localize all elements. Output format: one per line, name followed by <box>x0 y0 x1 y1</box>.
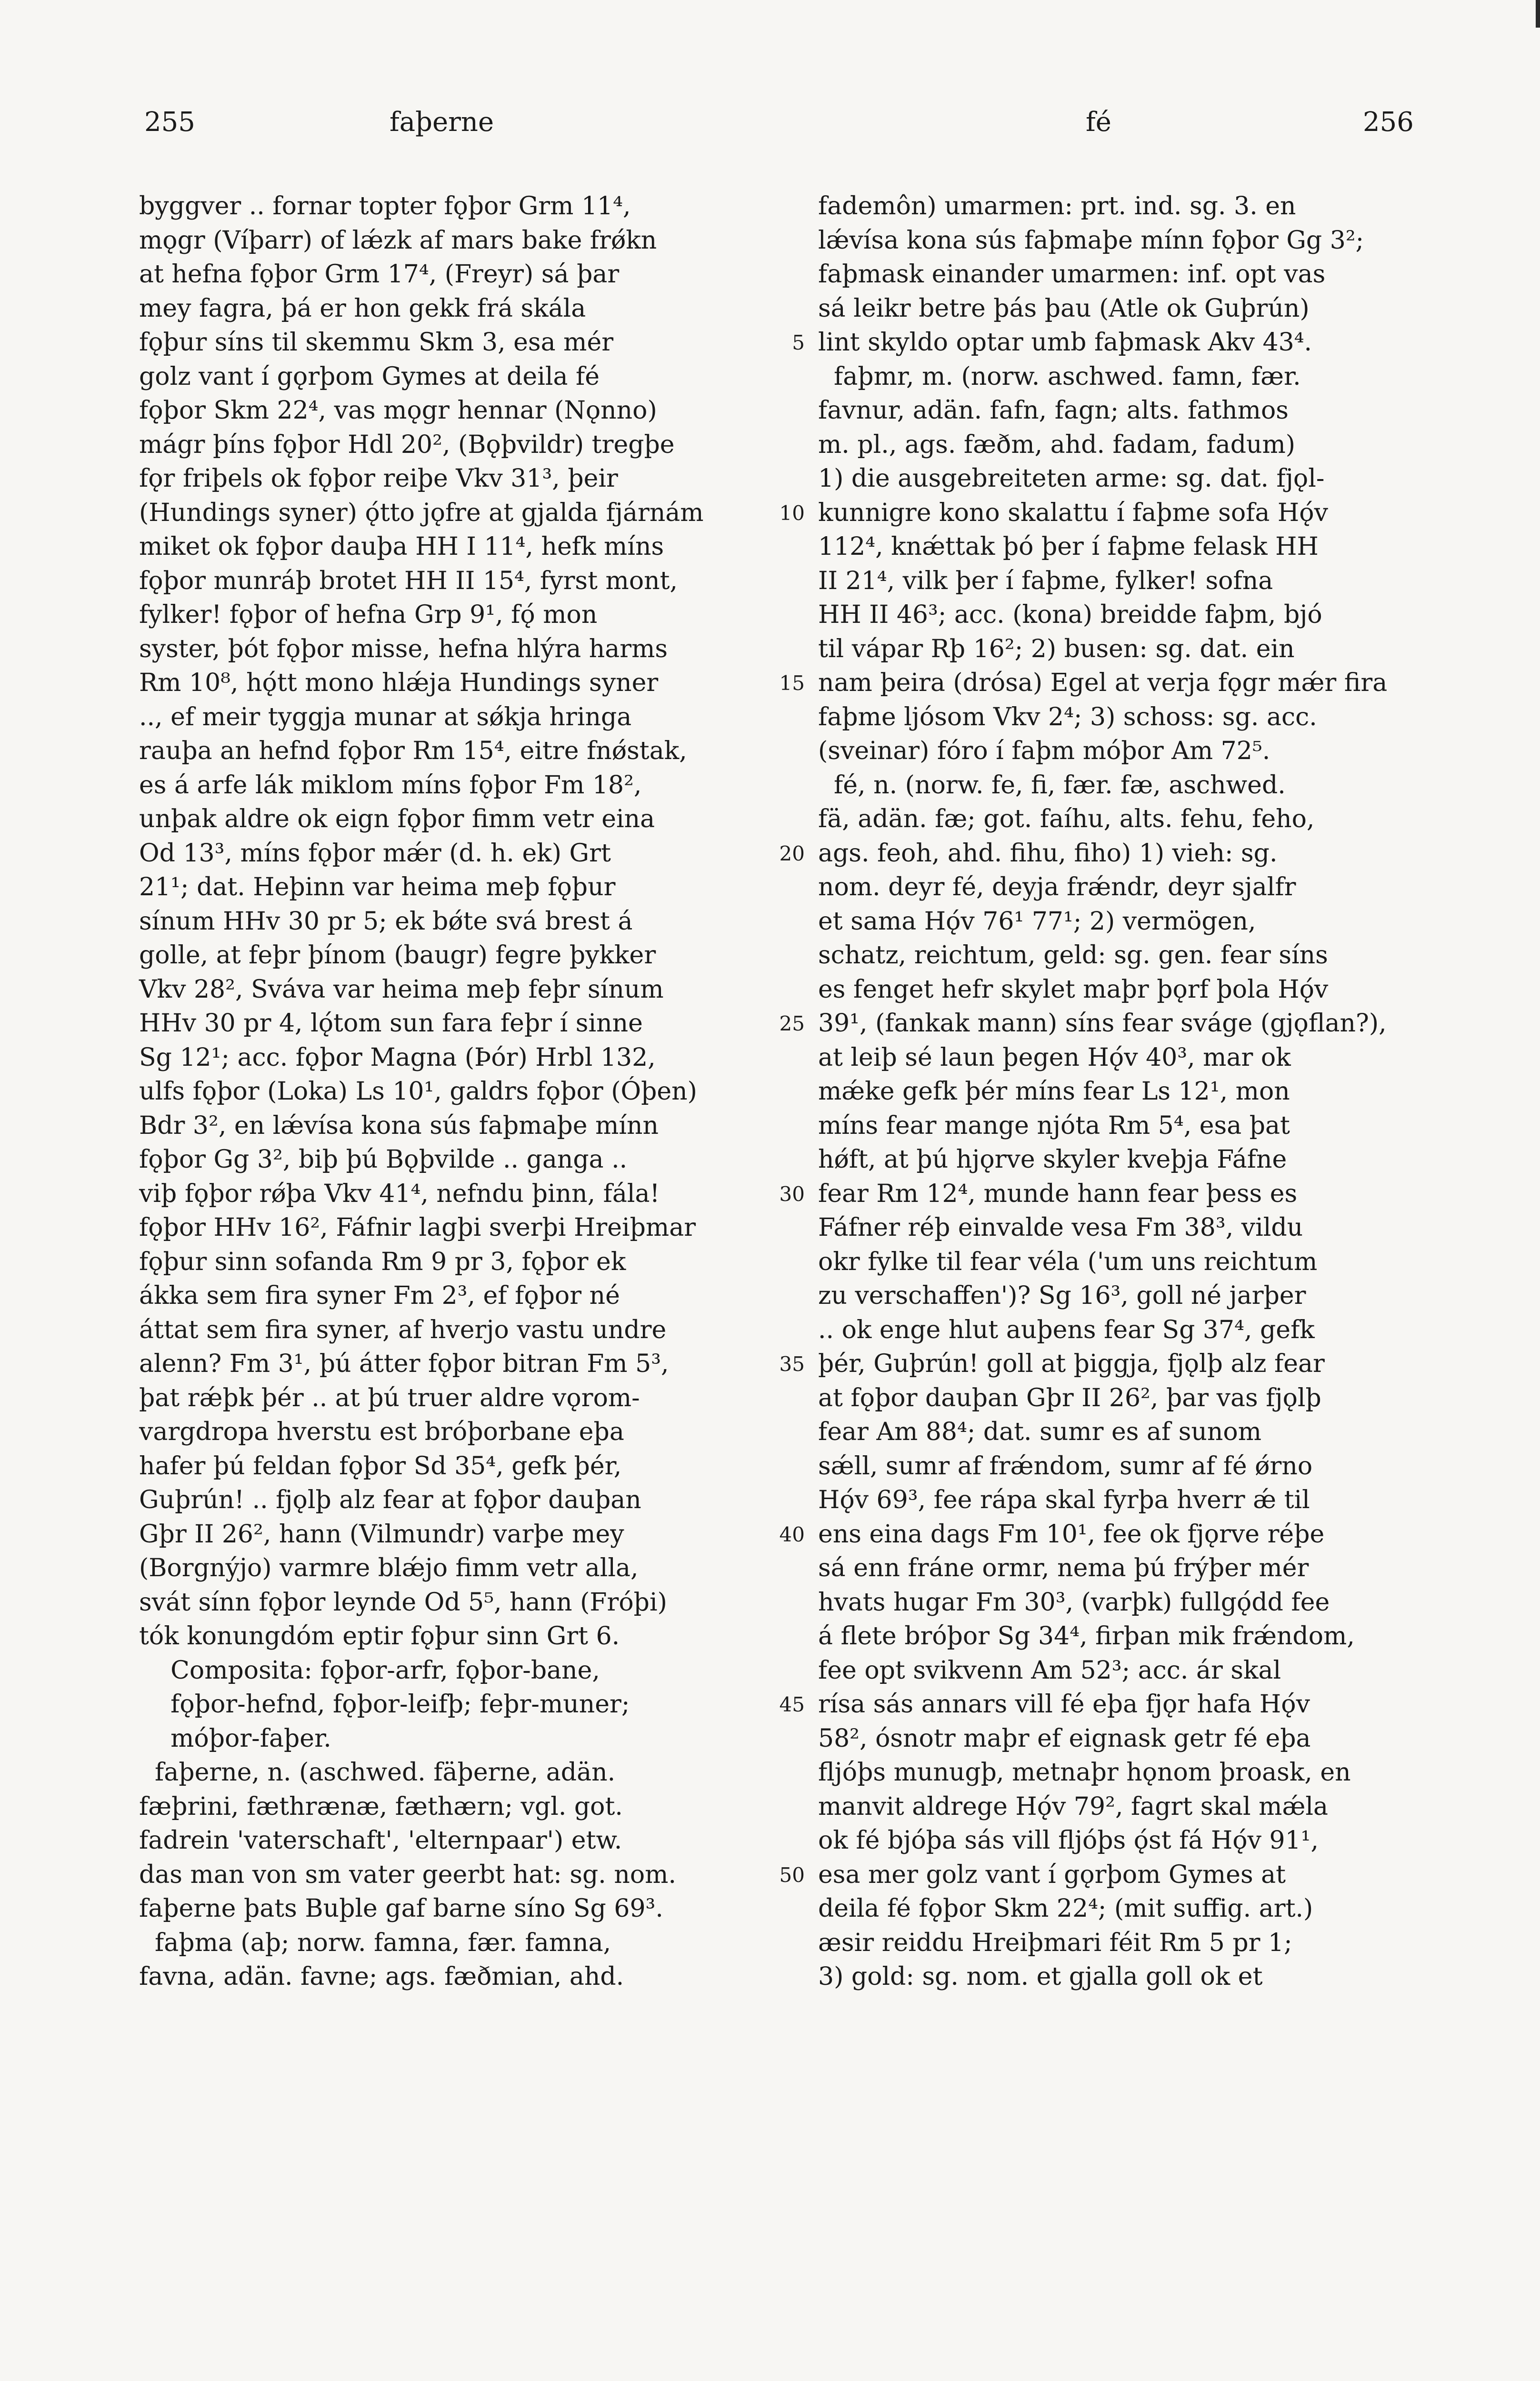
text-line: 58², ósnotr maþr ef eignask getr fé eþa <box>818 1724 1311 1753</box>
text-line: míns fear mange njóta Rm 5⁴, esa þat <box>818 1111 1290 1140</box>
line-number: 40 <box>779 1522 805 1546</box>
text-line: þér, Guþrún! goll at þiggja, fjǫlþ alz fear <box>818 1350 1325 1378</box>
text-line: sá leikr betre þás þau (Atle ok Guþrún) <box>818 294 1310 323</box>
text-line: deila fé fǫþor Skm 22⁴; (mit suffig. art.) <box>818 1894 1313 1923</box>
text-line: Vkv 28², Sváva var heima meþ feþr sínum <box>139 975 664 1004</box>
text-line: fǫþor Gg 3², biþ þú Bǫþvilde .. ganga .. <box>139 1145 628 1174</box>
text-line: et sama Hǫ́v 76¹ 77¹; 2) vermögen, <box>818 907 1256 936</box>
text-line: fear Am 88⁴; dat. sumr es af sunom <box>818 1418 1262 1446</box>
text-line: Sg 12¹; acc. fǫþor Magna (Þór) Hrbl 132, <box>139 1043 656 1072</box>
text-line: 112⁴, knǽttak þó þer í faþme felask HH <box>818 532 1319 561</box>
text-line: ákka sem fira syner Fm 2³, ef fǫþor né <box>139 1281 620 1310</box>
text-line: esa mer golz vant í gǫrþom Gymes at <box>818 1860 1286 1889</box>
text-line: Hǫ́v 69³, fee rápa skal fyrþa hverr ǽ til <box>818 1486 1310 1514</box>
text-line: fear Rm 12⁴, munde hann fear þess es <box>818 1179 1298 1208</box>
line-number: 25 <box>779 1012 805 1035</box>
text-line: fylker! fǫþor of hefna Grp 9¹, fǫ́ mon <box>139 600 598 629</box>
text-line: rísa sás annars vill fé eþa fjǫr hafa Hǫ́v <box>818 1690 1310 1719</box>
text-line: fademôn) umarmen: prt. ind. sg. 3. en <box>818 192 1296 220</box>
text-line: fǫþor Skm 22⁴, vas mǫgr hennar (Nǫnno) <box>139 396 657 425</box>
text-line: fee opt svikvenn Am 52³; acc. ár skal <box>818 1656 1281 1685</box>
text-line: fǫþor HHv 16², Fáfnir lagþi sverþi Hreiþmar <box>139 1213 696 1242</box>
line-number: 10 <box>779 501 805 525</box>
text-line: lǽvísa kona sús faþmaþe mínn fǫþor Gg 3²; <box>818 226 1364 255</box>
text-line: golle, at feþr þínom (baugr) fegre þykker <box>139 941 656 970</box>
text-line: faþmr, m. (norw. aschwed. famn, fær. <box>818 362 1301 391</box>
text-line: das man von sm vater geerbt hat: sg. nom. <box>139 1860 677 1889</box>
text-line: fǫþor munráþ brotet HH II 15⁴, fyrst mont, <box>139 566 678 595</box>
text-line: 1) die ausgebreiteten arme: sg. dat. fjǫl- <box>818 464 1325 493</box>
text-line: alenn? Fm 3¹, þú átter fǫþor bitran Fm 5³, <box>139 1350 669 1378</box>
text-line: tók konungdóm eptir fǫþur sinn Grt 6. <box>139 1622 620 1651</box>
text-line: Fáfner réþ einvalde vesa Fm 38³, vildu <box>818 1213 1303 1242</box>
line-number: 15 <box>779 671 805 695</box>
line-number: 5 <box>792 331 805 354</box>
text-line: viþ fǫþor rǿþa Vkv 41⁴, nefndu þinn, fála! <box>139 1179 660 1208</box>
line-number: 20 <box>779 841 805 865</box>
text-line: (Hundings syner) ǫ́tto jǫfre at gjalda fjárnám <box>139 498 704 527</box>
text-line: faþmask einander umarmen: inf. opt vas <box>818 260 1326 289</box>
text-line: þat rǽþk þér .. at þú truer aldre vǫrom- <box>139 1383 640 1412</box>
left-guide-word: faþerne <box>390 107 494 138</box>
text-line: schatz, reichtum, geld: sg. gen. fear síns <box>818 941 1328 970</box>
text-line: es á arfe lák miklom míns fǫþor Fm 18², <box>139 770 642 800</box>
right-guide-word: fé <box>1086 107 1111 138</box>
text-line: at fǫþor dauþan Gþr II 26², þar vas fjǫlþ <box>818 1383 1321 1412</box>
text-line: Gþr II 26², hann (Vilmundr) varþe mey <box>139 1520 624 1549</box>
text-line: HH II 46³; acc. (kona) breidde faþm, bjó <box>818 600 1322 629</box>
text-line: nom. deyr fé, deyja frǽndr, deyr sjalfr <box>818 873 1296 901</box>
text-line: kunnigre kono skalattu í faþme sofa Hǫ́v <box>818 498 1328 527</box>
text-line: Od 13³, míns fǫþor mǽr (d. h. ek) Grt <box>139 839 611 868</box>
text-line: at hefna fǫþor Grm 17⁴, (Freyr) sá þar <box>139 260 620 289</box>
right-page-number: 256 <box>1363 107 1414 138</box>
text-line: æsir reiddu Hreiþmari féit Rm 5 pr 1; <box>818 1928 1292 1957</box>
text-line: mǫgr (Víþarr) of lǽzk af mars bake frǿkn <box>139 226 657 255</box>
text-line: m. pl., ags. fæðm, ahd. fadam, fadum) <box>818 430 1296 459</box>
text-line: á flete bróþor Sg 34⁴, firþan mik frǽndom, <box>818 1622 1355 1651</box>
text-line: miket ok fǫþor dauþa HH I 11⁴, hefk míns <box>139 532 664 561</box>
text-line: II 21⁴, vilk þer í faþme, fylker! sofna <box>818 566 1273 595</box>
text-line: manvit aldrege Hǫ́v 79², fagrt skal mǽla <box>818 1792 1329 1821</box>
text-line: sá enn fráne ormr, nema þú frýþer mér <box>818 1554 1309 1582</box>
line-number: 30 <box>779 1182 805 1206</box>
text-line: fadrein 'vaterschaft', 'elternpaar') etw. <box>139 1826 622 1855</box>
text-line: móþor-faþer. <box>139 1724 331 1753</box>
text-line: rauþa an hefnd fǫþor Rm 15⁴, eitre fnǿstak, <box>139 737 687 765</box>
text-line: okr fylke til fear véla ('um uns reichtum <box>818 1247 1318 1276</box>
text-line: favnur, adän. fafn, fagn; alts. fathmos <box>818 396 1289 425</box>
text-line: til vápar Rþ 16²; 2) busen: sg. dat. ein <box>818 634 1295 663</box>
text-line: fǫr friþels ok fǫþor reiþe Vkv 31³, þeir <box>139 464 618 493</box>
text-line: faþme ljósom Vkv 2⁴; 3) schoss: sg. acc. <box>818 702 1317 731</box>
text-line: fǫþur sinn sofanda Rm 9 pr 3, fǫþor ek <box>139 1247 626 1276</box>
text-line: (sveinar) fóro í faþm móþor Am 72⁵. <box>818 737 1270 765</box>
line-number: 45 <box>779 1693 805 1716</box>
text-line: HHv 30 pr 4, lǫ́tom sun fara feþr í sinne <box>139 1009 643 1038</box>
text-line: hvats hugar Fm 30³, (varþk) fullgǫ́dd fee <box>818 1588 1330 1617</box>
text-line: fǫþur síns til skemmu Skm 3, esa mér <box>139 328 614 357</box>
text-line: sǽll, sumr af frǽndom, sumr af fé ǿrno <box>818 1451 1313 1481</box>
text-line: ags. feoh, ahd. fihu, fiho) 1) vieh: sg. <box>818 839 1278 868</box>
text-line: hǿft, at þú hjǫrve skyler kveþja Fáfne <box>818 1145 1287 1174</box>
text-line: nam þeira (drósa) Egel at verja fǫgr mǽr fira <box>818 669 1388 697</box>
text-line: faþerne þats Buþle gaf barne síno Sg 69³. <box>139 1894 663 1923</box>
text-line: .. ok enge hlut auþens fear Sg 37⁴, gefk <box>818 1315 1315 1344</box>
text-line: lint skyldo optar umb faþmask Akv 43⁴. <box>818 328 1312 357</box>
left-column-text <box>139 190 758 1994</box>
text-line: .., ef meir tyggja munar at sǿkja hringa <box>139 702 632 731</box>
text-line: Bdr 3², en lǽvísa kona sús faþmaþe mínn <box>139 1111 659 1140</box>
text-line: áttat sem fira syner, af hverjo vastu undre <box>139 1315 667 1344</box>
text-line: fǫþor-hefnd, fǫþor-leifþ; feþr-muner; <box>139 1690 630 1719</box>
text-line: sínum HHv 30 pr 5; ek bǿte svá brest á <box>139 907 633 936</box>
text-line: es fenget hefr skylet maþr þǫrf þola Hǫ́v <box>818 975 1329 1004</box>
text-line: fæþrini, fæthrænæ, fæthærn; vgl. got. <box>139 1792 623 1821</box>
text-line: ulfs fǫþor (Loka) Ls 10¹, galdrs fǫþor (Óþen) <box>139 1077 697 1106</box>
text-line: mágr þíns fǫþor Hdl 20², (Bǫþvildr) tregþe <box>139 430 675 459</box>
text-line: mǽke gefk þér míns fear Ls 12¹, mon <box>818 1077 1290 1106</box>
text-line: (Borgnýjo) varmre blǽjo fimm vetr alla, <box>139 1554 639 1582</box>
text-line: svát sínn fǫþor leynde Od 5⁵, hann (Fróþi) <box>139 1588 667 1617</box>
text-line: faþma (aþ; norw. famna, fær. famna, <box>139 1928 611 1957</box>
text-line: Guþrún! .. fjǫlþ alz fear at fǫþor dauþan <box>139 1486 641 1514</box>
text-line: mey fagra, þá er hon gekk frá skála <box>139 294 586 323</box>
text-line: faþerne, n. (aschwed. fäþerne, adän. <box>139 1758 616 1787</box>
text-line: hafer þú feldan fǫþor Sd 35⁴, gefk þér, <box>139 1451 622 1481</box>
text-line: 3) gold: sg. nom. et gjalla goll ok et <box>818 1962 1263 1991</box>
text-line: at leiþ sé laun þegen Hǫ́v 40³, mar ok <box>818 1043 1291 1072</box>
right-column-text <box>818 190 1437 1994</box>
text-line: syster, þót fǫþor misse, hefna hlýra harms <box>139 634 668 663</box>
page-edge-mark <box>1536 0 1540 28</box>
left-page-number: 255 <box>144 107 195 138</box>
text-line: 39¹, (fankak mann) síns fear sváge (gjǫflan?), <box>818 1009 1387 1038</box>
text-line: vargdropa hverstu est bróþorbane eþa <box>139 1418 624 1446</box>
text-line: zu verschaffen')? Sg 16³, goll né jarþer <box>818 1281 1306 1310</box>
text-line: ens eina dags Fm 10¹, fee ok fjǫrve réþe <box>818 1520 1325 1549</box>
line-number: 35 <box>779 1352 805 1376</box>
line-numbers <box>770 190 805 1994</box>
text-line: Rm 10⁸, hǫ́tt mono hlǽja Hundings syner <box>139 669 659 697</box>
text-line: unþak aldre ok eign fǫþor fimm vetr eina <box>139 805 655 833</box>
text-line: fé, n. (norw. fe, fi, fær. fæ, aschwed. <box>818 770 1286 800</box>
text-line: byggver .. fornar topter fǫþor Grm 11⁴, <box>139 192 631 220</box>
text-line: fljóþs munugþ, metnaþr hǫnom þroask, en <box>818 1758 1351 1787</box>
text-line: favna, adän. favne; ags. fæðmian, ahd. <box>139 1962 624 1991</box>
running-header <box>0 107 1540 159</box>
text-line: 21¹; dat. Heþinn var heima meþ fǫþur <box>139 873 616 901</box>
text-line: ok fé bjóþa sás vill fljóþs ǫ́st fá Hǫ́v 91¹, <box>818 1826 1319 1855</box>
text-line: fä, adän. fæ; got. faíhu, alts. fehu, feho, <box>818 805 1315 833</box>
text-line: golz vant í gǫrþom Gymes at deila fé <box>139 362 600 391</box>
line-number: 50 <box>779 1863 805 1887</box>
text-line: Composita: fǫþor-arfr, fǫþor-bane, <box>139 1656 600 1685</box>
